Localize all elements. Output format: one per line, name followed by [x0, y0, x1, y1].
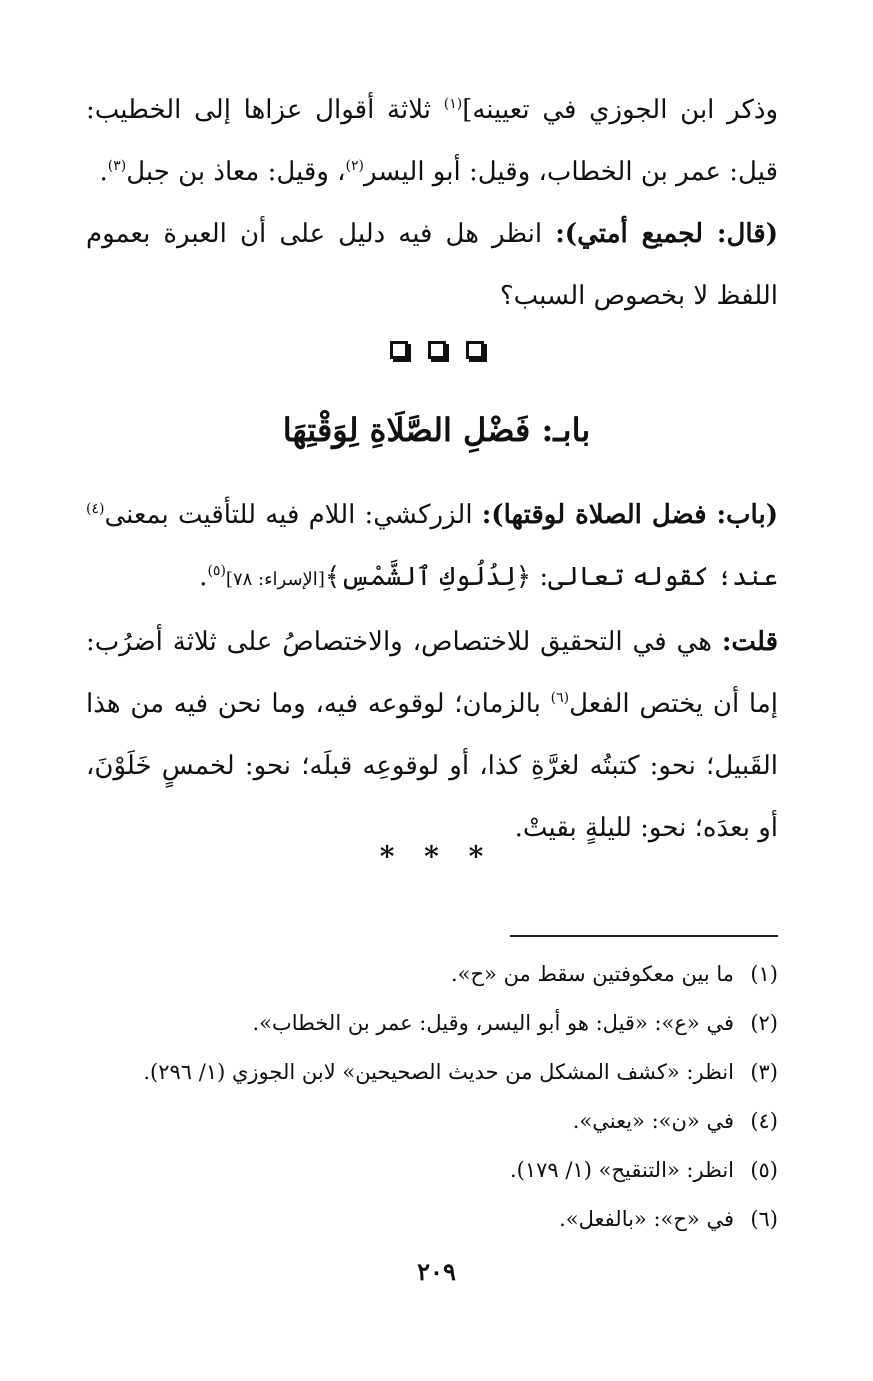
paragraph-text: ، وقيل: معاذ بن جبل: [126, 157, 346, 187]
footnote-marker-2[interactable]: (٢): [345, 158, 365, 174]
footnote-number: (٦): [750, 1207, 778, 1231]
footnote-marker-5[interactable]: (٥): [207, 563, 226, 579]
footnotes-list: [86, 950, 778, 1244]
paragraph-qultu: [86, 611, 778, 859]
footnote-marker-6[interactable]: (٦): [550, 690, 570, 706]
body-text-block: [86, 484, 778, 859]
footnote-item: [86, 1195, 778, 1244]
paragraph-text: انظر هل فيه دليل على أن العبرة بعموم اللفظ لا بخصوص السبب؟: [86, 219, 778, 311]
lemma-heading: (باب: فضل الصلاة لوقتها):: [481, 500, 778, 530]
chapter-title: بابـ: فَضْلِ الصَّلَاةِ لِوَقْتِهَا: [282, 411, 591, 449]
square-ornament: [428, 341, 446, 359]
paragraph-text: عند؛ كقوله تعالى:: [531, 562, 778, 592]
paragraph-text: وذكر ابن الجوزي في تعيينه]: [462, 95, 778, 125]
paragraph-bab-fadl-al-salat: [86, 484, 778, 611]
footnote-marker-1[interactable]: (١): [443, 96, 463, 112]
paragraph-text: .: [99, 157, 108, 187]
paragraph-text: بالزمان؛ لوقوعه فيه، وما نحن فيه من هذا القَبيل؛ نحو: كتبتُه لغرَّةِ كذا، أو لوقوعِه قبلَه؛ نحو: لخمسٍ خَلَوْنَ، أو بعدَه؛ نحو: لليلةٍ بقيتْ.: [86, 689, 778, 843]
footnote-text: انظر: «التنقيح» (١/ ١٧٩).: [510, 1158, 734, 1182]
footnote-text: ما بين معكوفتين سقط من «ح».: [450, 962, 734, 986]
footnote-number: (١): [750, 962, 778, 986]
square-ornament: [466, 341, 484, 359]
paragraph-text: .: [199, 562, 208, 592]
quran-verse: ﴿لِدُلُوكِ ٱلشَّمْسِ﴾: [324, 562, 532, 592]
paragraph-ibn-al-jawzi: [86, 79, 778, 203]
footnote-item: [86, 1146, 778, 1195]
footnote-text: في «ح»: «بالفعل».: [559, 1207, 734, 1231]
square-ornament: [390, 341, 408, 359]
paragraph-li-jamii-ummati: [86, 203, 778, 327]
footnote-text: في «ع»: «قيل: هو أبو اليسر، وقيل: عمر بن الخطاب».: [252, 1011, 734, 1035]
footnote-item: [86, 950, 778, 999]
footnote-text: في «ن»: «يعني».: [572, 1109, 734, 1133]
footnote-marker-3[interactable]: (٣): [107, 158, 127, 174]
footnote-item: [86, 999, 778, 1048]
section-divider-asterisks: * * *: [379, 840, 494, 873]
top-text-block: [86, 79, 778, 327]
verse-reference: [الإسراء: ٧٨]: [225, 569, 325, 590]
footnote-number: (٥): [750, 1158, 778, 1182]
paragraph-text: هي في التحقيق للاختصاص، والاختصاصُ على ثلاثة أضرُب: إما أن يختص الفعل: [86, 627, 778, 719]
lemma-heading: (قال: لجميع أمتي):: [555, 219, 778, 249]
footnote-item: [86, 1048, 778, 1097]
footnote-text: انظر: «كشف المشكل من حديث الصحيحين» لابن الجوزي (١/ ٢٩٦).: [143, 1060, 734, 1084]
lemma-heading: قلت:: [721, 627, 778, 657]
footnote-number: (٣): [750, 1060, 778, 1084]
footnote-number: (٤): [750, 1109, 778, 1133]
paragraph-text: ثلاثة أقوال عزاها إلى الخطيب: قيل: عمر بن الخطاب، وقيل: أبو اليسر: [86, 95, 778, 187]
footnote-marker-4[interactable]: (٤): [86, 501, 105, 517]
footnote-number: (٢): [750, 1011, 778, 1035]
section-divider-squares: [0, 341, 873, 359]
footnote-divider-rule: [510, 935, 778, 937]
paragraph-text: الزركشي: اللام فيه للتأقيت بمعنى: [104, 500, 482, 530]
footnote-item: [86, 1097, 778, 1146]
page-number: ٢٠٩: [417, 1257, 456, 1286]
